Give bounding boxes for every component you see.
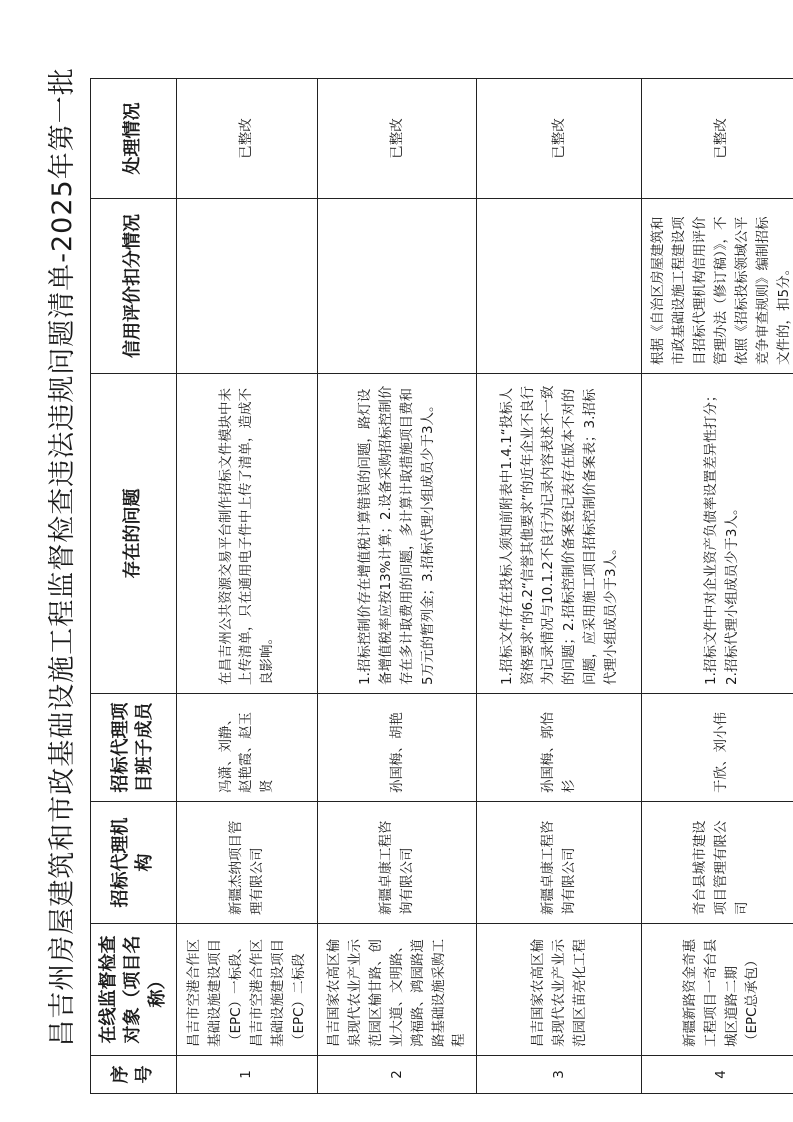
row-members: 冯潇、刘静、赵艳霞、赵玉贤 xyxy=(176,694,317,802)
header-index: 序号 xyxy=(91,1056,177,1094)
row-members: 孙国梅、胡艳 xyxy=(317,694,476,802)
header-members: 招标代理项目班子成员 xyxy=(91,694,177,802)
table-row xyxy=(477,79,642,1094)
row-agency: 奇台县城市建设项目管理有限公司 xyxy=(642,802,793,924)
table-row xyxy=(176,79,317,1094)
row-problems: 1.招标文件中对企业资产负债率设置差异性打分；2.招标代理小组成员少于3人。 xyxy=(642,374,793,694)
row-credit xyxy=(477,199,642,374)
row-index: 1 xyxy=(176,1056,317,1094)
row-target: 昌吉国家农高区榆泉现代农业产业示范园区榆甘路、创业大道、文明路、鸿福路、鸿园路道路基础设施采购工程 xyxy=(317,924,476,1056)
table-row xyxy=(642,79,793,1094)
header-credit: 信用评价扣分情况 xyxy=(91,199,177,374)
row-credit xyxy=(176,199,317,374)
row-problems: 1.招标文件存在投标人须知前附表中1.4.1“投标人资格要求”的6.2“信誉其他要求”的近年企业不良行为记录情况与10.1.2不良行为记录内容表述不一致的问题；2.招标控制价备案登记表存在版本不对的问题，应采用施工项目招标控制价备案表；3.招标代理小组成员少于3人。 xyxy=(477,374,642,694)
row-index: 2 xyxy=(317,1056,476,1094)
row-index: 4 xyxy=(642,1056,793,1094)
row-status: 已整改 xyxy=(317,79,476,199)
row-agency: 新疆卓康工程咨询有限公司 xyxy=(477,802,642,924)
row-credit: 根据《自治区房屋建筑和市政基础设施工程建设项目招标代理机构信用评价管理办法（修订稿）》，不依照《招标投标领域公平竞争审查规则》编制招标文件的，扣5分。 xyxy=(642,199,793,374)
row-problems: 1.招标控制价存在增值税计算错误的问题，路灯设备增值税率应按13%计算；2.设备采购招标控制价存在多计取费用的问题，多计算计取措施项目费和5万元的暂列金；3.招标代理小组成员少于3人。 xyxy=(317,374,476,694)
document-title: 昌吉州房屋建筑和市政基础设施工程监督检查违法违规问题清单-2025年第一批 xyxy=(47,67,78,1047)
row-credit xyxy=(317,199,476,374)
row-problems: 在昌吉州公共资源交易平台制作招标文件模块中未上传清单，只在通用电子件中上传了清单，造成不良影响。 xyxy=(176,374,317,694)
table-row xyxy=(317,79,476,1094)
header-target: 在线监督检查对象（项目名称） xyxy=(91,924,177,1056)
row-index: 3 xyxy=(477,1056,642,1094)
row-status: 已整改 xyxy=(176,79,317,199)
table-header xyxy=(91,79,177,1094)
row-agency: 新疆卓康工程咨询有限公司 xyxy=(317,802,476,924)
row-target: 昌吉国家农高区榆泉现代农业产业示范园区苗亮化工程 xyxy=(477,924,642,1056)
header-status: 处理情况 xyxy=(91,79,177,199)
header-problems: 存在的问题 xyxy=(91,374,177,694)
row-target: 新疆新路资金奇惠工程项目一奇台县城区道路二期（EPC总承包） xyxy=(642,924,793,1056)
row-target: 昌吉市空港合作区基础设施建设项目（EPC）一标段、昌吉市空港合作区基础设施建设项目（EPC）二标段 xyxy=(176,924,317,1056)
row-members: 孙国梅、郭怡杉 xyxy=(477,694,642,802)
row-status: 已整改 xyxy=(477,79,642,199)
header-agency: 招标代理机构 xyxy=(91,802,177,924)
row-status: 已整改 xyxy=(642,79,793,199)
row-agency: 新疆杰纳项目管理有限公司 xyxy=(176,802,317,924)
row-members: 于欣、刘小伟 xyxy=(642,694,793,802)
violations-table xyxy=(90,78,793,1094)
